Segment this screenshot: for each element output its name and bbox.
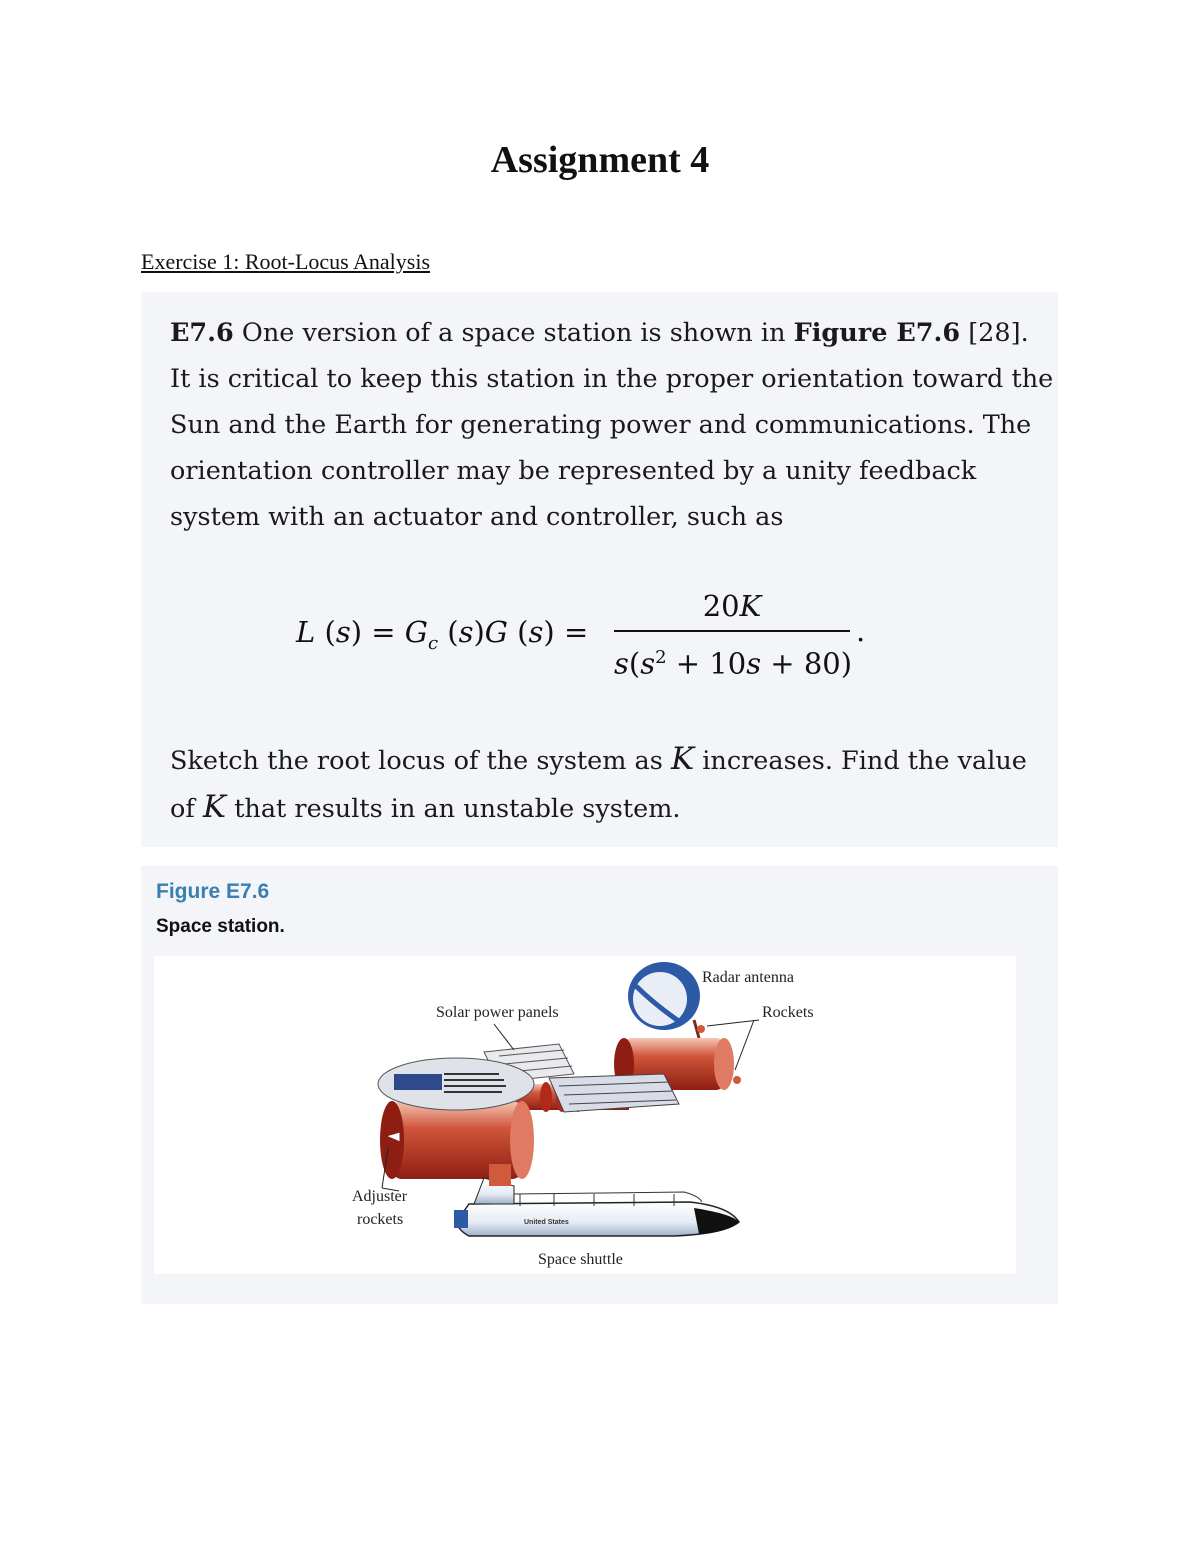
figure-box — [141, 866, 1058, 1304]
page-title: Assignment 4 — [490, 139, 710, 181]
figure-caption: Space station. — [156, 916, 285, 937]
label-radar-antenna: Radar antenna — [702, 969, 794, 986]
space-station-drawing — [154, 956, 1016, 1274]
question-text-d: increases. Find the value of — [170, 746, 1027, 824]
transfer-function-equation — [296, 584, 896, 684]
space-shuttle — [454, 1164, 739, 1236]
figure-reference: Figure E7.6 — [793, 318, 961, 348]
fraction-bar — [614, 630, 850, 632]
problem-id: E7.6 — [170, 318, 234, 348]
problem-question — [170, 736, 1055, 832]
problem-box — [141, 292, 1058, 847]
label-rockets: Rockets — [762, 1004, 814, 1021]
solar-leader-line — [494, 1024, 514, 1050]
problem-text-a: One version of a space station is shown in — [241, 318, 786, 348]
label-rockets-adjuster: rockets — [357, 1211, 404, 1228]
variable-k: K — [670, 741, 695, 777]
equation-denominator: $s(s^2 + 10s + 80)$ — [614, 646, 853, 681]
label-solar-panels: Solar power panels — [436, 1004, 559, 1021]
rockets-leader-line-1 — [735, 1020, 754, 1070]
equation-fraction — [614, 584, 853, 681]
question-text-c: Sketch the root locus of the system as — [170, 746, 663, 776]
label-adjuster: Adjuster — [352, 1188, 408, 1205]
variable-k-2: K — [202, 789, 227, 825]
equation-numerator: 20K — [702, 589, 762, 623]
equation-end: . — [856, 614, 866, 648]
equation-lhs: L $(s) = G_c$ (s)G (s) = — [296, 615, 589, 654]
question-text-e: that results in an unstable system. — [234, 794, 681, 824]
problem-statement — [170, 310, 1055, 540]
label-space-shuttle: Space shuttle — [538, 1251, 623, 1268]
space-station-illustration — [154, 956, 1016, 1274]
left-module — [378, 1058, 534, 1179]
figure-label: Figure E7.6 — [156, 880, 270, 903]
rockets-leader-line-2 — [707, 1020, 759, 1026]
shuttle-marking: United States — [524, 1219, 569, 1226]
problem-text-b: [28]. It is critical to keep this station in the proper orientation toward the Sun and the Earth for generating power and communications. The orientation controller may be represented by a unity feedback system with an actuator and controller, such as — [170, 318, 1054, 532]
exercise-heading: Exercise 1: Root-Locus Analysis — [141, 249, 431, 274]
radar-antenna — [628, 962, 700, 1038]
